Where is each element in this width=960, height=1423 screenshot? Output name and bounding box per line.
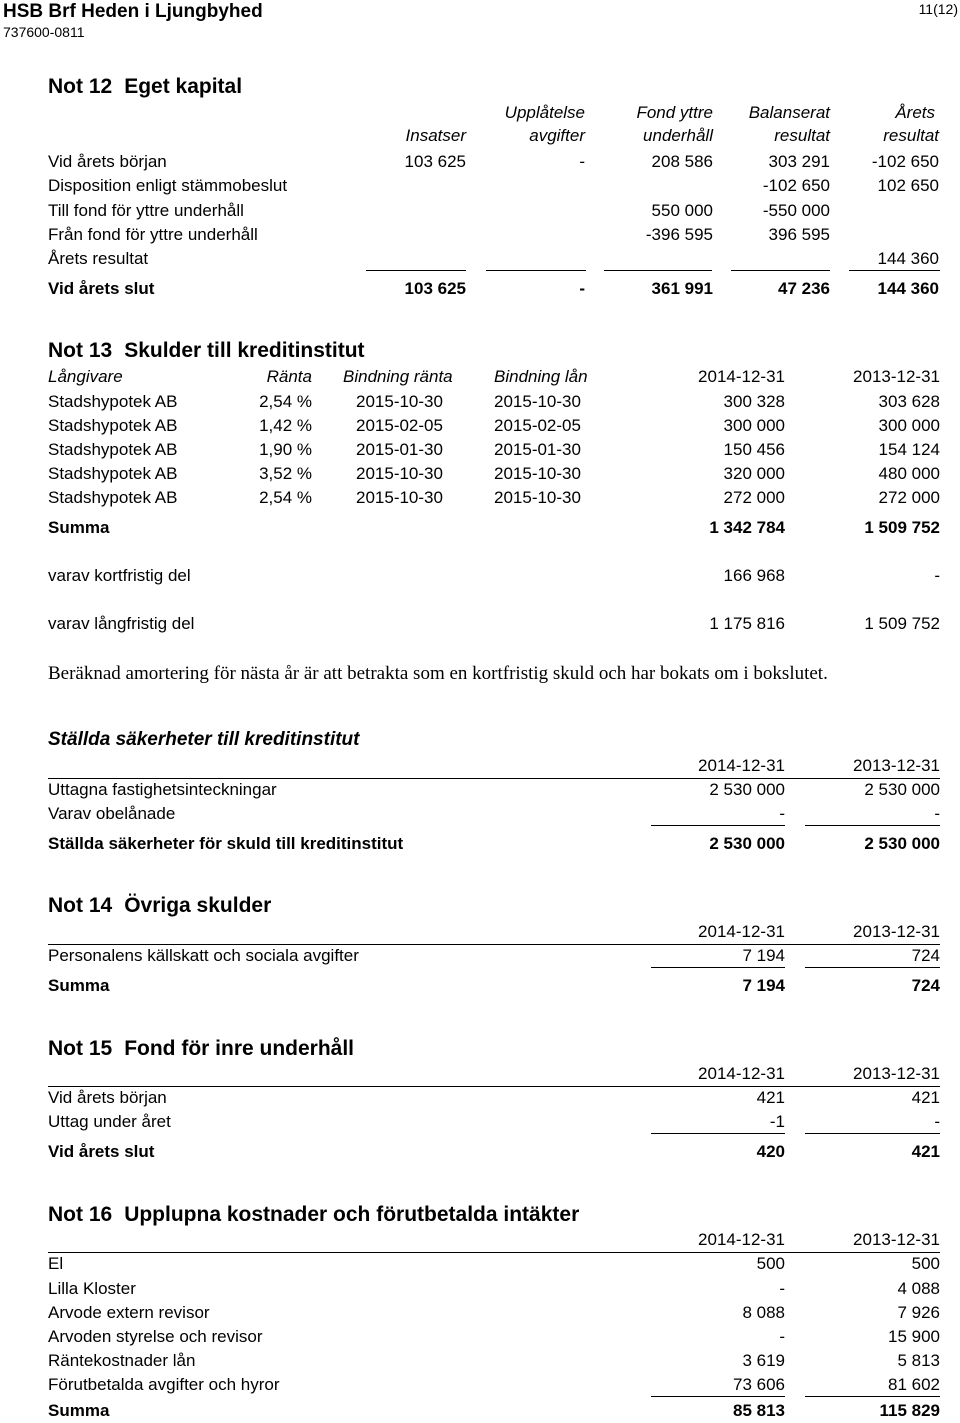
col-header: 2013-12-31 — [853, 1230, 940, 1249]
row-label: Uttagna fastighetsinteckningar — [48, 780, 277, 799]
cell: 396 595 — [768, 225, 830, 244]
table-row — [0, 614, 960, 636]
cell: 300 000 — [878, 416, 940, 435]
cell: Stadshypotek AB — [48, 488, 178, 507]
cell: 2,54 % — [259, 392, 312, 411]
sum-underline — [731, 270, 830, 271]
table-row — [0, 416, 960, 438]
cell: 724 — [911, 946, 940, 965]
note15-column-header — [0, 1064, 960, 1086]
note12-number: Not 12 — [48, 75, 113, 98]
row-label: Arvode extern revisor — [48, 1303, 210, 1322]
table-row — [0, 152, 960, 174]
note15-title — [48, 1037, 354, 1061]
cell: 2,54 % — [259, 488, 312, 507]
col-header: resultat — [774, 126, 830, 145]
note13-column-header — [0, 367, 960, 389]
row-label: Summa — [48, 976, 110, 995]
cell: 144 360 — [877, 249, 939, 268]
row-label: Vid årets början — [48, 1088, 167, 1107]
cell: Stadshypotek AB — [48, 392, 178, 411]
cell: -550 000 — [762, 201, 830, 220]
cell: 47 236 — [778, 279, 830, 298]
col-header: underhåll — [643, 126, 713, 145]
cell: 361 991 — [651, 279, 713, 298]
table-row — [0, 201, 960, 223]
col-header: avgifter — [529, 126, 585, 145]
row-label: El — [48, 1254, 64, 1273]
table-row — [0, 1327, 960, 1349]
cell: -1 — [769, 1112, 785, 1131]
cell: - — [579, 279, 585, 298]
col-header: resultat — [883, 126, 939, 145]
cell: 1 509 752 — [864, 614, 940, 633]
cell: 5 813 — [897, 1351, 940, 1370]
cell: 144 360 — [877, 279, 939, 298]
row-label: Summa — [48, 1401, 110, 1420]
cell: 2 530 000 — [864, 834, 940, 853]
sum-underline — [805, 967, 940, 968]
cell: 85 813 — [733, 1401, 785, 1420]
securities-heading: Ställda säkerheter till kreditinstitut — [48, 729, 360, 750]
cell: 81 602 — [888, 1375, 940, 1394]
sum-underline — [486, 270, 586, 271]
page-number: 11(12) — [918, 1, 958, 17]
row-label: Vid årets slut — [48, 279, 155, 298]
col-header: Bindning ränta — [343, 367, 453, 386]
note14-title — [48, 894, 271, 918]
note15-heading: Fond för inre underhåll — [124, 1037, 355, 1060]
cell: 3 619 — [742, 1351, 785, 1370]
note12-heading: Eget kapital — [124, 75, 243, 98]
note14-heading: Övriga skulder — [124, 894, 272, 917]
cell: 4 088 — [897, 1279, 940, 1298]
table-row — [0, 1375, 960, 1397]
cell: 8 088 — [742, 1303, 785, 1322]
cell: 166 968 — [723, 566, 785, 585]
cell: 102 650 — [877, 176, 939, 195]
cell: 320 000 — [723, 464, 785, 483]
col-header: 2013-12-31 — [853, 367, 940, 386]
row-label: Från fond för yttre underhåll — [48, 225, 258, 244]
cell: 421 — [756, 1088, 785, 1107]
row-label: Årets resultat — [48, 249, 149, 268]
note13-number: Not 13 — [48, 339, 113, 362]
cell: 420 — [756, 1142, 785, 1161]
sum-underline — [805, 1133, 940, 1134]
cell: 2015-01-30 — [356, 440, 443, 459]
cell: 421 — [911, 1142, 940, 1161]
table-total-row — [0, 518, 960, 540]
table-total-row — [0, 834, 960, 856]
note14-number: Not 14 — [48, 894, 113, 917]
note13-title — [48, 339, 365, 363]
table-row — [0, 225, 960, 247]
cell: - — [779, 804, 785, 823]
cell: 2015-10-30 — [356, 464, 443, 483]
cell: 1 175 816 — [709, 614, 785, 633]
cell: 421 — [911, 1088, 940, 1107]
row-label: Varav obelånade — [48, 804, 176, 823]
col-header: 2014-12-31 — [698, 756, 785, 775]
securities-column-header — [0, 756, 960, 778]
cell: 2 530 000 — [709, 780, 785, 799]
cell: Stadshypotek AB — [48, 464, 178, 483]
col-header: 2014-12-31 — [698, 922, 785, 941]
col-header: 2013-12-31 — [853, 1064, 940, 1083]
table-row — [0, 566, 960, 588]
cell: 1 509 752 — [864, 518, 940, 537]
cell: 2015-02-05 — [494, 416, 581, 435]
note15-number: Not 15 — [48, 1037, 113, 1060]
table-row — [0, 1303, 960, 1325]
cell: 7 194 — [742, 946, 785, 965]
table-row — [0, 946, 960, 968]
cell: 272 000 — [878, 488, 940, 507]
sum-underline — [366, 270, 466, 271]
cell: 2015-02-05 — [356, 416, 443, 435]
cell: 103 625 — [404, 279, 466, 298]
table-row — [0, 392, 960, 414]
table-row — [0, 1112, 960, 1134]
cell: 2015-01-30 — [494, 440, 581, 459]
cell: Stadshypotek AB — [48, 440, 178, 459]
col-header: 2014-12-31 — [698, 1230, 785, 1249]
row-label: Ställda säkerheter för skuld till kreditinstitut — [48, 834, 404, 853]
table-row — [0, 1088, 960, 1110]
col-header: Bindning lån — [494, 367, 588, 386]
cell: 2015-10-30 — [356, 392, 443, 411]
row-label: Disposition enligt stämmobeslut — [48, 176, 288, 195]
table-row — [0, 804, 960, 826]
row-label: Lilla Kloster — [48, 1279, 136, 1298]
sum-underline — [849, 270, 940, 271]
col-header: Fond yttre — [636, 103, 713, 122]
cell: 7 926 — [897, 1303, 940, 1322]
table-row — [0, 1254, 960, 1276]
table-row — [0, 440, 960, 462]
header-rule — [48, 944, 940, 945]
header-rule — [48, 778, 940, 779]
note16-heading: Upplupna kostnader och förutbetalda intäkter — [124, 1203, 580, 1226]
cell: 2 530 000 — [864, 780, 940, 799]
cell: 1 342 784 — [709, 518, 785, 537]
cell: 2015-10-30 — [494, 464, 581, 483]
cell: 7 194 — [742, 976, 785, 995]
col-header: 2014-12-31 — [698, 367, 785, 386]
sum-underline — [651, 1396, 785, 1397]
cell: 500 — [911, 1254, 940, 1273]
sum-underline — [651, 967, 785, 968]
table-total-row — [0, 1401, 960, 1423]
sum-underline — [604, 270, 712, 271]
cell: 550 000 — [651, 201, 713, 220]
cell: 2015-10-30 — [494, 488, 581, 507]
row-label: Vid årets slut — [48, 1142, 155, 1161]
header-rule — [48, 1086, 940, 1087]
table-row — [0, 780, 960, 802]
cell: 303 291 — [768, 152, 830, 171]
row-label: Summa — [48, 518, 110, 537]
cell: -102 650 — [871, 152, 939, 171]
note13-heading: Skulder till kreditinstitut — [124, 339, 365, 362]
row-label: Uttag under året — [48, 1112, 171, 1131]
note16-column-header — [0, 1230, 960, 1252]
note12-column-header-line2 — [0, 126, 960, 148]
table-total-row — [0, 1142, 960, 1164]
cell: 500 — [756, 1254, 785, 1273]
header-rule — [48, 1252, 940, 1253]
col-header: Ränta — [266, 367, 312, 386]
cell: 15 900 — [888, 1327, 940, 1346]
note16-number: Not 16 — [48, 1203, 113, 1226]
cell: - — [934, 804, 940, 823]
cell: 272 000 — [723, 488, 785, 507]
table-row — [0, 488, 960, 510]
table-total-row — [0, 976, 960, 998]
row-label: varav långfristig del — [48, 614, 195, 633]
cell: - — [934, 1112, 940, 1131]
cell: - — [579, 152, 585, 171]
row-label: Till fond för yttre underhåll — [48, 201, 244, 220]
note13-explanation: Beräknad amortering för nästa år är att betrakta som en kortfristig skuld och har bokats om i bokslutet. — [48, 663, 828, 684]
cell: 208 586 — [651, 152, 713, 171]
table-row — [0, 1279, 960, 1301]
row-label: Förutbetalda avgifter och hyror — [48, 1375, 280, 1394]
cell: 1,90 % — [259, 440, 312, 459]
cell: 154 124 — [878, 440, 940, 459]
col-header: Insatser — [405, 126, 466, 145]
col-header: Balanserat — [748, 103, 830, 122]
cell: - — [934, 566, 940, 585]
cell: 115 829 — [879, 1401, 940, 1420]
cell: 480 000 — [878, 464, 940, 483]
sum-underline — [651, 825, 785, 826]
row-label: Personalens källskatt och sociala avgifter — [48, 946, 359, 965]
cell: -102 650 — [762, 176, 830, 195]
cell: 2015-10-30 — [494, 392, 581, 411]
cell: 300 000 — [723, 416, 785, 435]
cell: 1,42 % — [259, 416, 312, 435]
cell: 150 456 — [723, 440, 785, 459]
sum-underline — [805, 825, 940, 826]
organization-number: 737600-0811 — [3, 24, 85, 40]
cell: 2015-10-30 — [356, 488, 443, 507]
note12-title — [48, 75, 242, 99]
col-header: Upplåtelse — [504, 103, 585, 122]
col-header: 2013-12-31 — [853, 922, 940, 941]
cell: Stadshypotek AB — [48, 416, 178, 435]
note16-title — [48, 1203, 579, 1227]
row-label: Räntekostnader lån — [48, 1351, 196, 1370]
cell: - — [779, 1279, 785, 1298]
row-label: varav kortfristig del — [48, 566, 191, 585]
col-header: Långivare — [48, 367, 123, 386]
row-label: Arvoden styrelse och revisor — [48, 1327, 263, 1346]
col-header: Årets — [895, 103, 935, 122]
col-header: 2013-12-31 — [853, 756, 940, 775]
row-label: Vid årets början — [48, 152, 167, 171]
cell: 303 628 — [878, 392, 940, 411]
table-row — [0, 249, 960, 271]
cell: -396 595 — [645, 225, 713, 244]
cell: 300 328 — [723, 392, 785, 411]
table-total-row — [0, 279, 960, 301]
cell: 73 606 — [733, 1375, 785, 1394]
cell: 2 530 000 — [709, 834, 785, 853]
sum-underline — [805, 1396, 940, 1397]
table-row — [0, 176, 960, 198]
table-row — [0, 1351, 960, 1373]
col-header: 2014-12-31 — [698, 1064, 785, 1083]
cell: 103 625 — [404, 152, 466, 171]
cell: 724 — [911, 976, 940, 995]
note12-column-header-line1 — [0, 103, 960, 125]
cell: - — [779, 1327, 785, 1346]
table-row — [0, 464, 960, 486]
cell: 3,52 % — [259, 464, 312, 483]
sum-underline — [651, 1133, 785, 1134]
note14-column-header — [0, 922, 960, 944]
organization-name: HSB Brf Heden i Ljungbyhed — [3, 1, 263, 22]
